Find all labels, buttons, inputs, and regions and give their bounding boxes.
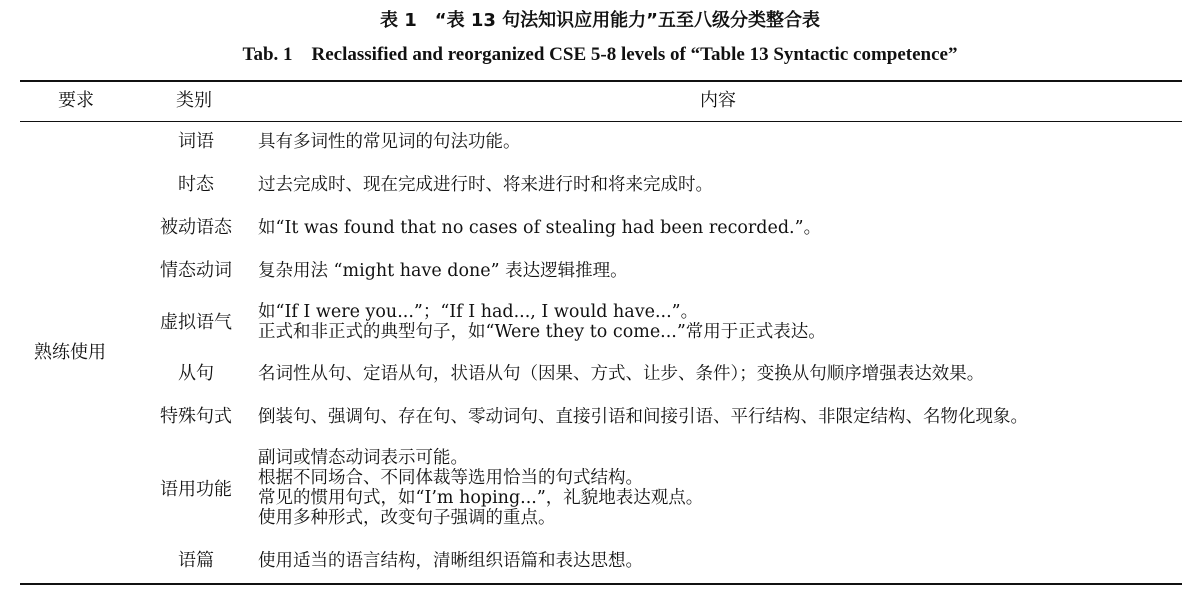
content-cell: [258, 407, 1188, 427]
category-cell: 时态: [178, 174, 214, 195]
content-cell: [258, 175, 1188, 195]
content-line: 过去完成时、现在完成进行时、将来进行时和将来完成时。: [258, 175, 713, 195]
requirement-cell: 熟练使用: [34, 342, 106, 363]
category-cell: 语用功能: [160, 479, 232, 500]
content-line: 名词性从句、定语从句，状语从句（因果、方式、让步、条件）；变换从句顺序增强表达效果。: [258, 364, 985, 384]
content-line: 复杂用法 “might have done” 表达逻辑推理。: [258, 261, 628, 281]
content-cell: [258, 364, 1188, 384]
content-line: 具有多词性的常见词的句法功能。: [258, 132, 521, 152]
category-cell: 被动语态: [160, 217, 232, 238]
content-cell: [258, 448, 1188, 528]
content-line: 常见的惯用句式，如“I’m hoping...”，礼貌地表达观点。: [258, 488, 704, 508]
category-cell: 情态动词: [160, 260, 232, 281]
content-line: 如“If I were you...”；“If I had..., I would have...”。: [258, 302, 699, 322]
header-content: 内容: [700, 90, 736, 111]
table-caption-chinese: 表 1 “表 13 句法知识应用能力”五至八级分类整合表: [379, 10, 821, 31]
content-cell: [258, 132, 1188, 152]
category-cell: 特殊句式: [160, 406, 232, 427]
content-cell: [258, 302, 1188, 342]
content-line: 使用适当的语言结构，清晰组织语篇和表达思想。: [258, 551, 643, 571]
content-line: 副词或情态动词表示可能。: [258, 448, 468, 468]
content-line: 根据不同场合、不同体裁等选用恰当的句式结构。: [258, 468, 643, 488]
category-cell: 从句: [178, 363, 214, 384]
content-cell: [258, 218, 1188, 238]
table-top-rule: [20, 80, 1182, 82]
content-line: 倒装句、强调句、存在句、零动词句、直接引语和间接引语、平行结构、非限定结构、名物化现象。: [258, 407, 1028, 427]
table-caption-english: Tab. 1 Reclassified and reorganized CSE 5-8 levels of “Table 13 Syntactic competence”: [242, 44, 958, 65]
content-line: 使用多种形式，改变句子强调的重点。: [258, 508, 556, 528]
category-cell: 词语: [178, 131, 214, 152]
table-header-rule: [20, 121, 1182, 122]
category-cell: 语篇: [178, 550, 214, 571]
category-cell: 虚拟语气: [160, 312, 232, 333]
header-category: 类别: [176, 90, 212, 111]
header-requirement: 要求: [58, 90, 94, 111]
table-bottom-rule: [20, 583, 1182, 585]
content-line: 正式和非正式的典型句子，如“Were they to come...”常用于正式表达。: [258, 322, 826, 342]
content-cell: [258, 551, 1188, 571]
content-line: 如“It was found that no cases of stealing had been recorded.”。: [258, 218, 822, 238]
content-cell: [258, 261, 1188, 281]
